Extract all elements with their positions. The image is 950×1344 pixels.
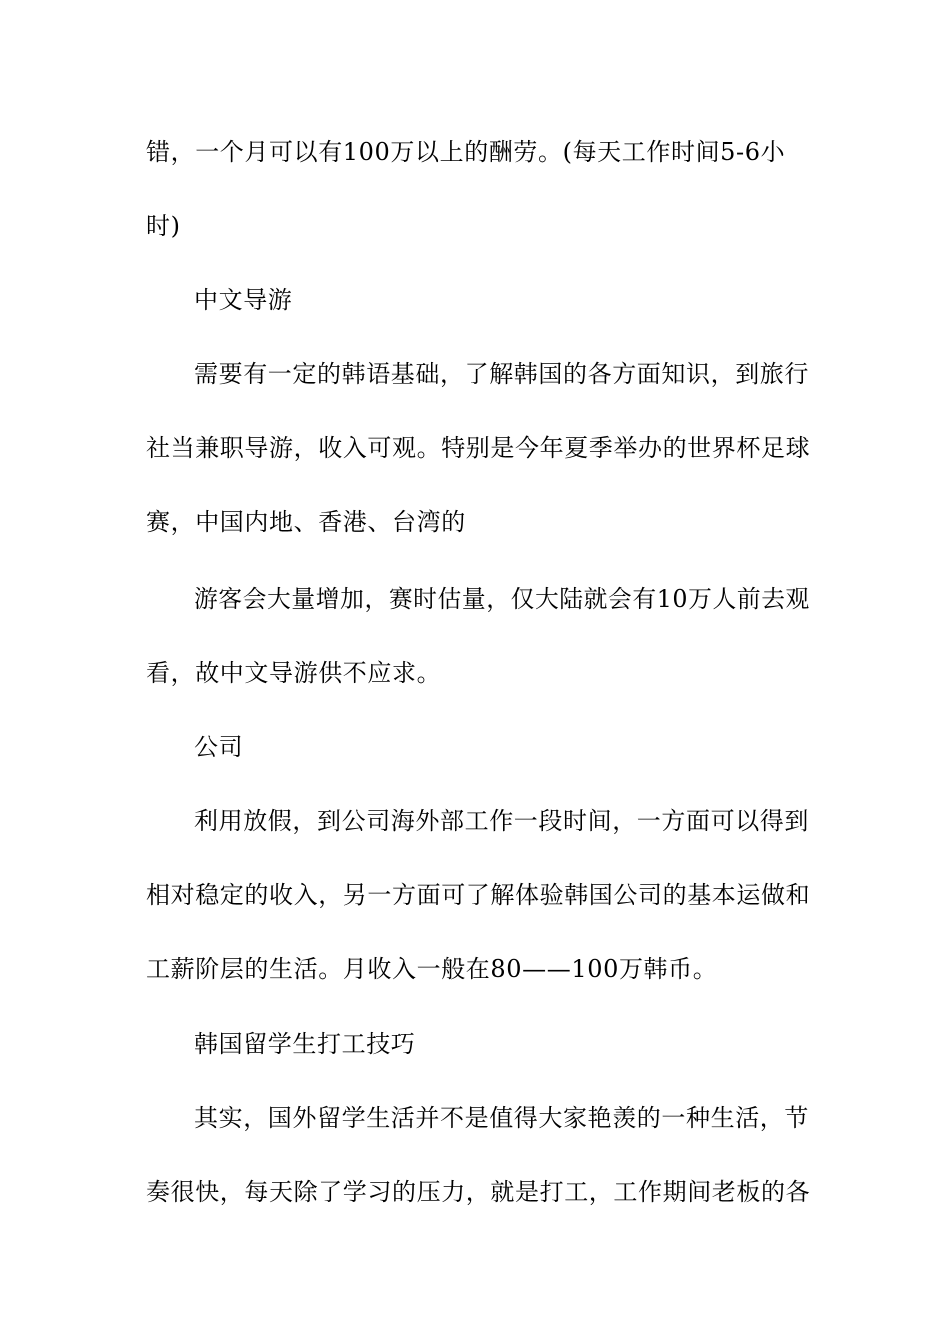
paragraph-line: 相对稳定的收入，另一方面可了解体验韩国公司的基本运做和	[146, 881, 811, 909]
section-heading: 韩国留学生打工技巧	[194, 1030, 416, 1058]
paragraph-line: 游客会大量增加，赛时估量，仅大陆就会有10万人前去观	[194, 585, 810, 613]
paragraph-line: 奏很快，每天除了学习的压力，就是打工，工作期间老板的各	[146, 1178, 811, 1206]
paragraph-line: 其实，国外留学生活并不是值得大家艳羡的一种生活，节	[194, 1104, 809, 1132]
paragraph-line: 社当兼职导游，收入可观。特别是今年夏季举办的世界杯足球	[146, 434, 811, 462]
paragraph-line: 需要有一定的韩语基础，了解韩国的各方面知识，到旅行	[194, 360, 809, 388]
paragraph-line: 工薪阶层的生活。月收入一般在80——100万韩币。	[146, 955, 718, 983]
text-line: 时)	[146, 212, 181, 240]
section-heading: 公司	[194, 733, 244, 761]
paragraph-line: 看，故中文导游供不应求。	[146, 659, 442, 687]
section-heading: 中文导游	[194, 286, 293, 314]
text-line: 错，一个月可以有100万以上的酬劳。(每天工作时间5-6小	[146, 138, 786, 166]
paragraph-line: 赛，中国内地、香港、台湾的	[146, 508, 466, 536]
paragraph-line: 利用放假，到公司海外部工作一段时间，一方面可以得到	[194, 807, 809, 835]
